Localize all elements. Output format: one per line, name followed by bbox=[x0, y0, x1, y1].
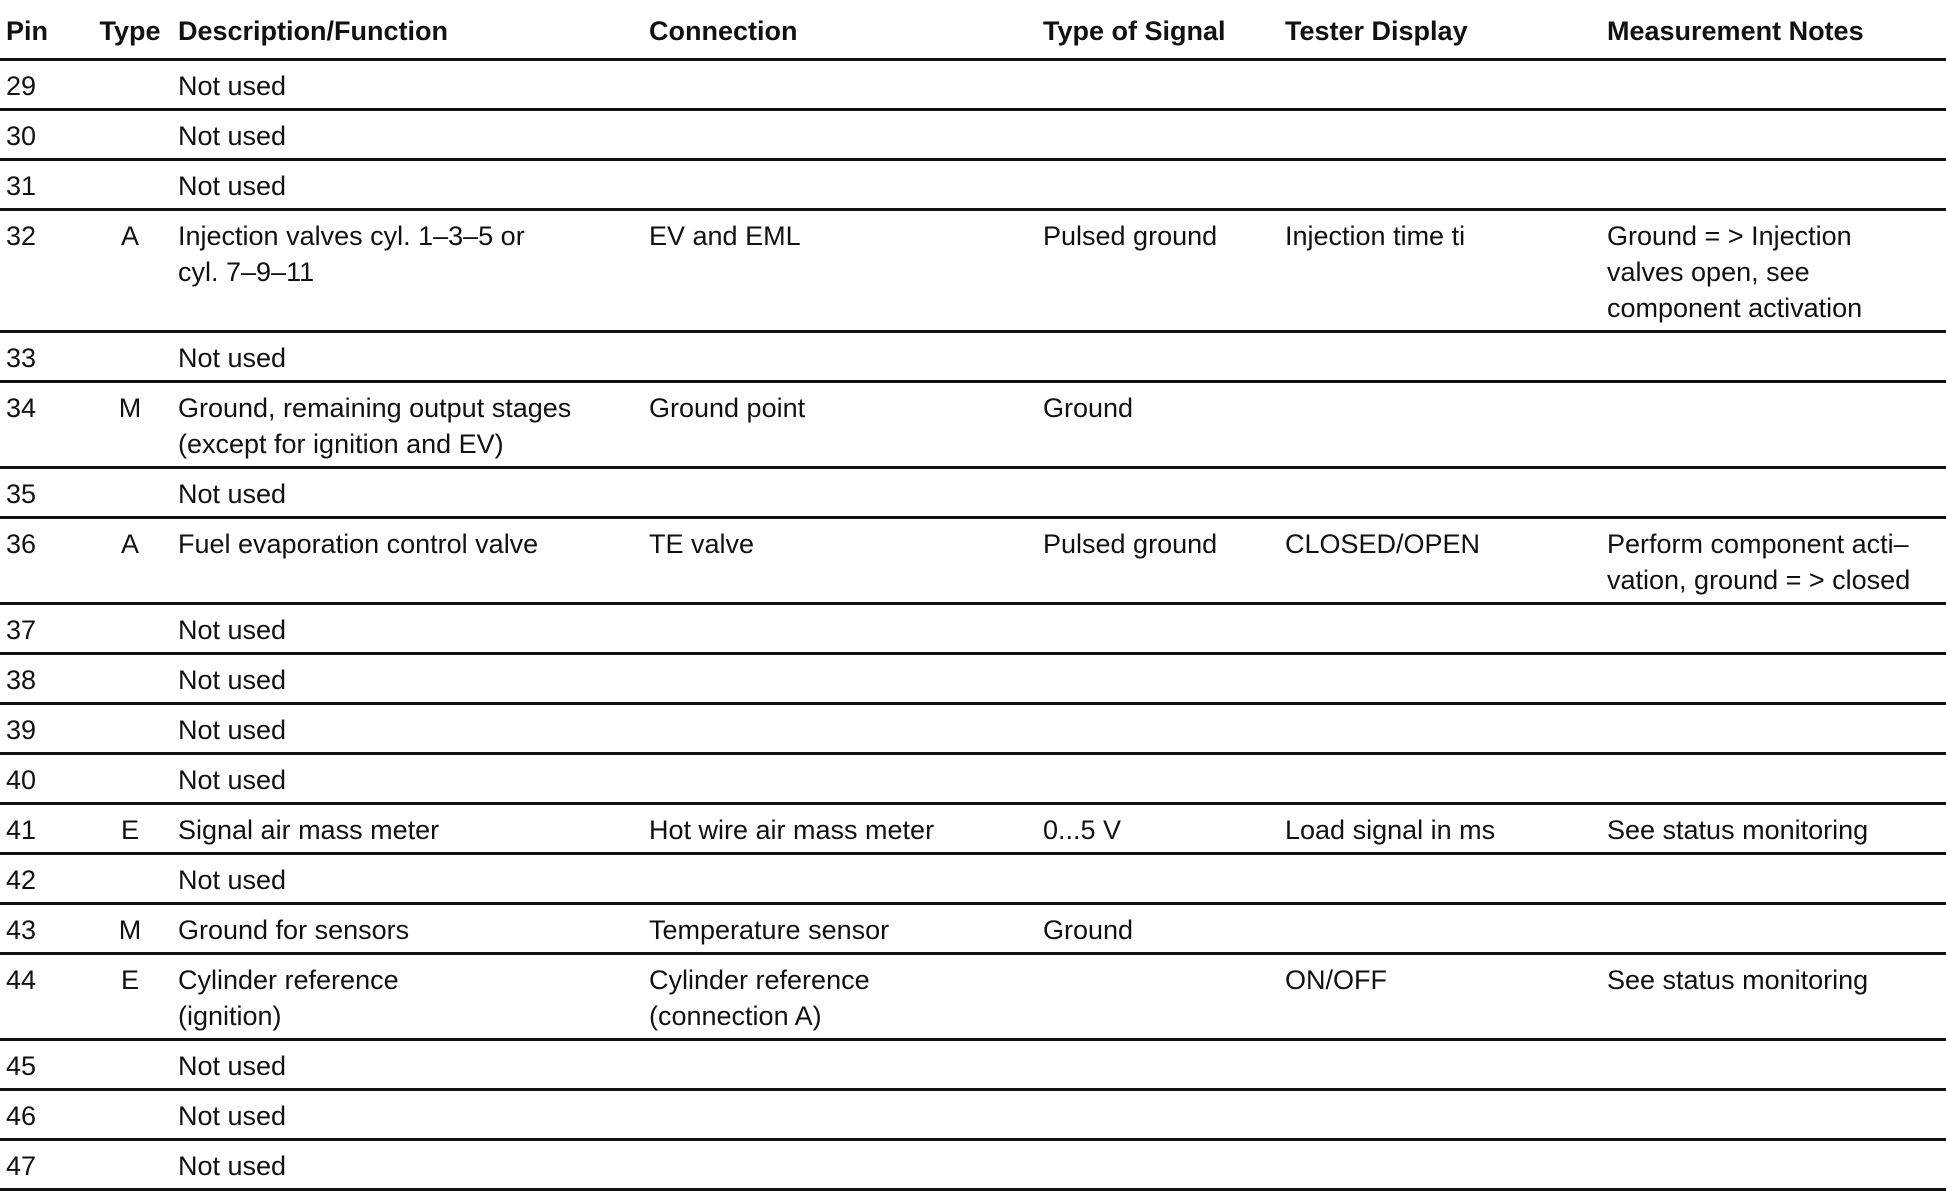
pin-cell bbox=[0, 654, 82, 704]
signal-type-cell-text: Ground bbox=[1043, 915, 1134, 945]
description-cell-text: Not used bbox=[178, 615, 287, 645]
measurement-notes-cell bbox=[1607, 382, 1946, 468]
type-cell-text: E bbox=[120, 815, 139, 845]
measurement-notes-cell bbox=[1607, 604, 1946, 654]
measurement-notes-cell bbox=[1607, 1040, 1946, 1090]
pin-cell bbox=[0, 468, 82, 518]
pin-cell-text: 29 bbox=[6, 71, 37, 101]
description-cell-text: Ground for sensors bbox=[178, 915, 410, 945]
connection-cell bbox=[649, 754, 1043, 804]
tester-display-cell bbox=[1285, 332, 1607, 382]
description-cell-text: Fuel evaporation control valve bbox=[178, 529, 539, 559]
type-cell bbox=[82, 468, 178, 518]
connection-cell bbox=[649, 1140, 1043, 1190]
tester-display-cell bbox=[1285, 160, 1607, 210]
pin-cell-text: 44 bbox=[6, 965, 37, 995]
pin-cell-text: 45 bbox=[6, 1051, 37, 1081]
pin-cell bbox=[0, 382, 82, 468]
header-description: Description/Function bbox=[178, 6, 649, 60]
description-cell bbox=[178, 704, 649, 754]
table-row bbox=[0, 854, 1946, 904]
connection-cell bbox=[649, 1040, 1043, 1090]
signal-type-cell bbox=[1043, 604, 1285, 654]
tester-display-cell bbox=[1285, 60, 1607, 110]
pin-cell-text: 40 bbox=[6, 765, 37, 795]
pin-cell-text: 33 bbox=[6, 343, 37, 373]
measurement-notes-cell bbox=[1607, 210, 1946, 332]
description-cell bbox=[178, 518, 649, 604]
description-cell bbox=[178, 332, 649, 382]
table-row bbox=[0, 904, 1946, 954]
connection-cell-text: Cylinder reference (connection A) bbox=[649, 965, 870, 1031]
connection-cell bbox=[649, 804, 1043, 854]
header-connection: Connection bbox=[649, 6, 1043, 60]
pin-cell-text: 32 bbox=[6, 221, 37, 251]
pin-cell bbox=[0, 1140, 82, 1190]
description-cell-text: Not used bbox=[178, 765, 287, 795]
measurement-notes-cell-text: Ground = > Injection valves open, see component activation bbox=[1607, 221, 1863, 323]
signal-type-cell bbox=[1043, 160, 1285, 210]
connection-cell-text: Hot wire air mass meter bbox=[649, 815, 935, 845]
signal-type-cell bbox=[1043, 904, 1285, 954]
pin-cell bbox=[0, 110, 82, 160]
pin-cell bbox=[0, 60, 82, 110]
pin-cell-text: 38 bbox=[6, 665, 37, 695]
header-type: Type bbox=[82, 6, 178, 60]
signal-type-cell bbox=[1043, 1140, 1285, 1190]
table-row bbox=[0, 518, 1946, 604]
signal-type-cell bbox=[1043, 468, 1285, 518]
description-cell-text: Not used bbox=[178, 171, 287, 201]
signal-type-cell-text: Ground bbox=[1043, 393, 1134, 423]
measurement-notes-cell bbox=[1607, 654, 1946, 704]
pin-cell bbox=[0, 754, 82, 804]
measurement-notes-cell bbox=[1607, 160, 1946, 210]
connection-cell-text: Temperature sensor bbox=[649, 915, 890, 945]
tester-display-cell bbox=[1285, 1040, 1607, 1090]
connection-cell bbox=[649, 518, 1043, 604]
pin-cell bbox=[0, 160, 82, 210]
table-row bbox=[0, 804, 1946, 854]
type-cell-text: E bbox=[120, 965, 139, 995]
pin-cell-text: 46 bbox=[6, 1101, 37, 1131]
description-cell-text: Injection valves cyl. 1–3–5 or cyl. 7–9–11 bbox=[178, 221, 525, 287]
type-cell-text: A bbox=[120, 529, 139, 559]
type-cell bbox=[82, 1090, 178, 1140]
table-row bbox=[0, 754, 1946, 804]
measurement-notes-cell bbox=[1607, 754, 1946, 804]
table-row bbox=[0, 1040, 1946, 1090]
header-measurement-notes: Measurement Notes bbox=[1607, 6, 1946, 60]
pin-cell bbox=[0, 604, 82, 654]
description-cell bbox=[178, 468, 649, 518]
description-cell-text: Not used bbox=[178, 665, 287, 695]
pin-cell bbox=[0, 1040, 82, 1090]
connection-cell bbox=[649, 854, 1043, 904]
measurement-notes-cell-text: See status monitoring bbox=[1607, 815, 1869, 845]
pin-cell-text: 35 bbox=[6, 479, 37, 509]
signal-type-cell bbox=[1043, 854, 1285, 904]
description-cell bbox=[178, 1140, 649, 1190]
pin-cell bbox=[0, 704, 82, 754]
pin-cell bbox=[0, 954, 82, 1040]
type-cell bbox=[82, 904, 178, 954]
type-cell bbox=[82, 754, 178, 804]
description-cell-text: Not used bbox=[178, 865, 287, 895]
description-cell-text: Ground, remaining output stages (except for ignition and EV) bbox=[178, 393, 572, 459]
tester-display-cell bbox=[1285, 604, 1607, 654]
description-cell bbox=[178, 1090, 649, 1140]
measurement-notes-cell bbox=[1607, 468, 1946, 518]
description-cell bbox=[178, 604, 649, 654]
connection-cell bbox=[649, 382, 1043, 468]
table-row bbox=[0, 332, 1946, 382]
measurement-notes-cell-text: Perform component acti– vation, ground = > closed bbox=[1607, 529, 1911, 595]
description-cell bbox=[178, 1040, 649, 1090]
type-cell-text: M bbox=[118, 393, 142, 423]
table-row bbox=[0, 604, 1946, 654]
signal-type-cell-text: Pulsed ground bbox=[1043, 529, 1218, 559]
table-row bbox=[0, 160, 1946, 210]
table-row bbox=[0, 210, 1946, 332]
tester-display-cell bbox=[1285, 904, 1607, 954]
description-cell-text: Not used bbox=[178, 1151, 287, 1181]
description-cell bbox=[178, 804, 649, 854]
table-row bbox=[0, 704, 1946, 754]
connection-cell-text: EV and EML bbox=[649, 221, 801, 251]
description-cell bbox=[178, 654, 649, 704]
signal-type-cell bbox=[1043, 704, 1285, 754]
connection-cell bbox=[649, 160, 1043, 210]
signal-type-cell bbox=[1043, 210, 1285, 332]
table-row bbox=[0, 382, 1946, 468]
signal-type-cell bbox=[1043, 60, 1285, 110]
table-row bbox=[0, 468, 1946, 518]
type-cell-text: A bbox=[120, 221, 139, 251]
signal-type-cell bbox=[1043, 518, 1285, 604]
tester-display-cell bbox=[1285, 1090, 1607, 1140]
type-cell bbox=[82, 954, 178, 1040]
signal-type-cell bbox=[1043, 382, 1285, 468]
pin-cell bbox=[0, 804, 82, 854]
type-cell bbox=[82, 604, 178, 654]
pin-cell-text: 31 bbox=[6, 171, 37, 201]
type-cell bbox=[82, 160, 178, 210]
measurement-notes-cell bbox=[1607, 854, 1946, 904]
signal-type-cell-text: Pulsed ground bbox=[1043, 221, 1218, 251]
connection-cell bbox=[649, 654, 1043, 704]
measurement-notes-cell bbox=[1607, 1140, 1946, 1190]
connection-cell bbox=[649, 110, 1043, 160]
tester-display-cell-text: ON/OFF bbox=[1285, 965, 1387, 995]
tester-display-cell bbox=[1285, 468, 1607, 518]
description-cell bbox=[178, 110, 649, 160]
type-cell bbox=[82, 210, 178, 332]
header-pin: Pin bbox=[0, 6, 82, 60]
header-tester-display: Tester Display bbox=[1285, 6, 1607, 60]
table-body bbox=[0, 60, 1946, 1190]
description-cell-text: Not used bbox=[178, 343, 287, 373]
pin-cell-text: 37 bbox=[6, 615, 37, 645]
pin-cell bbox=[0, 332, 82, 382]
measurement-notes-cell bbox=[1607, 704, 1946, 754]
pin-cell-text: 42 bbox=[6, 865, 37, 895]
description-cell-text: Not used bbox=[178, 121, 287, 151]
measurement-notes-cell bbox=[1607, 110, 1946, 160]
description-cell-text: Not used bbox=[178, 715, 287, 745]
connection-cell bbox=[649, 332, 1043, 382]
signal-type-cell bbox=[1043, 754, 1285, 804]
signal-type-cell bbox=[1043, 1090, 1285, 1140]
description-cell-text: Cylinder reference (ignition) bbox=[178, 965, 399, 1031]
description-cell bbox=[178, 210, 649, 332]
description-cell bbox=[178, 754, 649, 804]
signal-type-cell bbox=[1043, 654, 1285, 704]
measurement-notes-cell bbox=[1607, 60, 1946, 110]
connection-cell bbox=[649, 954, 1043, 1040]
pin-cell-text: 47 bbox=[6, 1151, 37, 1181]
pin-cell bbox=[0, 854, 82, 904]
table-row bbox=[0, 1140, 1946, 1190]
table-row bbox=[0, 654, 1946, 704]
description-cell-text: Not used bbox=[178, 71, 287, 101]
signal-type-cell bbox=[1043, 954, 1285, 1040]
connection-cell-text: Ground point bbox=[649, 393, 806, 423]
type-cell bbox=[82, 1040, 178, 1090]
type-cell bbox=[82, 654, 178, 704]
description-cell-text: Not used bbox=[178, 1101, 287, 1131]
signal-type-cell bbox=[1043, 110, 1285, 160]
tester-display-cell bbox=[1285, 854, 1607, 904]
measurement-notes-cell-text: See status monitoring bbox=[1607, 965, 1869, 995]
description-cell bbox=[178, 382, 649, 468]
type-cell bbox=[82, 110, 178, 160]
description-cell-text: Signal air mass meter bbox=[178, 815, 440, 845]
measurement-notes-cell bbox=[1607, 904, 1946, 954]
pin-cell bbox=[0, 518, 82, 604]
table-row bbox=[0, 110, 1946, 160]
table-row bbox=[0, 60, 1946, 110]
tester-display-cell-text: Injection time ti bbox=[1285, 221, 1466, 251]
pin-cell-text: 39 bbox=[6, 715, 37, 745]
pin-cell-text: 34 bbox=[6, 393, 37, 423]
pin-cell bbox=[0, 1090, 82, 1140]
description-cell-text: Not used bbox=[178, 1051, 287, 1081]
type-cell-text: M bbox=[118, 915, 142, 945]
tester-display-cell bbox=[1285, 804, 1607, 854]
measurement-notes-cell bbox=[1607, 954, 1946, 1040]
tester-display-cell bbox=[1285, 210, 1607, 332]
type-cell bbox=[82, 704, 178, 754]
tester-display-cell bbox=[1285, 518, 1607, 604]
tester-display-cell bbox=[1285, 654, 1607, 704]
type-cell bbox=[82, 518, 178, 604]
tester-display-cell bbox=[1285, 704, 1607, 754]
pin-cell bbox=[0, 904, 82, 954]
description-cell bbox=[178, 954, 649, 1040]
pin-cell-text: 43 bbox=[6, 915, 37, 945]
type-cell bbox=[82, 60, 178, 110]
connection-cell bbox=[649, 210, 1043, 332]
pin-assignment-table bbox=[0, 6, 1946, 1191]
connection-cell bbox=[649, 468, 1043, 518]
table-row bbox=[0, 954, 1946, 1040]
pin-cell bbox=[0, 210, 82, 332]
table-row bbox=[0, 1090, 1946, 1140]
signal-type-cell bbox=[1043, 804, 1285, 854]
description-cell bbox=[178, 854, 649, 904]
description-cell bbox=[178, 904, 649, 954]
measurement-notes-cell bbox=[1607, 332, 1946, 382]
table-header-row bbox=[0, 6, 1946, 60]
type-cell bbox=[82, 332, 178, 382]
description-cell bbox=[178, 160, 649, 210]
measurement-notes-cell bbox=[1607, 1090, 1946, 1140]
connection-cell bbox=[649, 904, 1043, 954]
header-signal-type: Type of Signal bbox=[1043, 6, 1285, 60]
signal-type-cell bbox=[1043, 332, 1285, 382]
description-cell-text: Not used bbox=[178, 479, 287, 509]
type-cell bbox=[82, 854, 178, 904]
connection-cell bbox=[649, 604, 1043, 654]
type-cell bbox=[82, 804, 178, 854]
connection-cell bbox=[649, 704, 1043, 754]
tester-display-cell bbox=[1285, 382, 1607, 468]
tester-display-cell bbox=[1285, 110, 1607, 160]
measurement-notes-cell bbox=[1607, 518, 1946, 604]
pin-cell-text: 36 bbox=[6, 529, 37, 559]
connection-cell bbox=[649, 60, 1043, 110]
pin-cell-text: 41 bbox=[6, 815, 37, 845]
type-cell bbox=[82, 382, 178, 468]
signal-type-cell bbox=[1043, 1040, 1285, 1090]
connection-cell-text: TE valve bbox=[649, 529, 755, 559]
connection-cell bbox=[649, 1090, 1043, 1140]
type-cell bbox=[82, 1140, 178, 1190]
tester-display-cell-text: Load signal in ms bbox=[1285, 815, 1496, 845]
tester-display-cell bbox=[1285, 1140, 1607, 1190]
tester-display-cell bbox=[1285, 754, 1607, 804]
description-cell bbox=[178, 60, 649, 110]
pin-cell-text: 30 bbox=[6, 121, 37, 151]
signal-type-cell-text: 0...5 V bbox=[1043, 815, 1122, 845]
tester-display-cell bbox=[1285, 954, 1607, 1040]
measurement-notes-cell bbox=[1607, 804, 1946, 854]
tester-display-cell-text: CLOSED/OPEN bbox=[1285, 529, 1481, 559]
